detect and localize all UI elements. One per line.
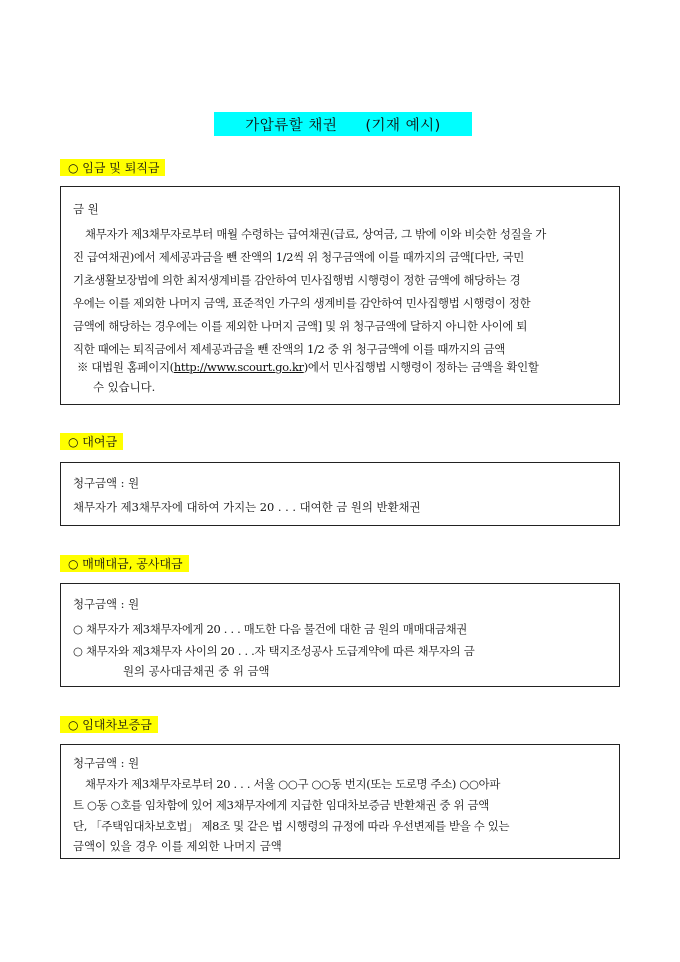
court-website-link[interactable]: http://www.scourt.go.kr [173,360,304,374]
section-label-loan: ○ 대여금 [60,433,123,450]
body-line: 채무자가 제3채무자로부터 매월 수령하는 급여채권(급료, 상여금, 그 밖에 이와 비슷한 성질을 가 [85,227,546,241]
section-label-wages: ○ 임금 및 퇴직금 [60,159,165,176]
body-line: 단, 「주택임대차보호법」 제8조 및 같은 법 시행령의 규정에 따라 우선변제를 받을 수 있는 [73,819,510,833]
document-title [214,112,472,136]
note-line [77,359,611,375]
body-line: ○ 채무자와 제3채무자 사이의 20 . . .자 택지조성공사 도급계약에 따른 채무자의 금 [73,644,475,658]
section-box-sale-construction [60,583,620,687]
body-line: 채무자가 제3채무자에 대하여 가지는 20 . . . 대여한 금 원의 반환채권 [73,500,421,514]
section-box-wages [60,186,620,405]
section-box-loan [60,462,620,526]
note-prefix: ※ 대법원 홈페이지( [77,360,174,374]
amount-line: 금 원 [73,202,99,216]
section-label-lease-deposit: ○ 임대차보증금 [60,716,158,733]
body-line: 우에는 이를 제외한 나머지 금액, 표준적인 가구의 생계비를 감안하여 민사집행법 시행령이 정한 [73,296,531,310]
body-line: 기초생활보장법에 의한 최저생계비를 감안하여 민사집행법 시행령이 정한 금액에 해당하는 경 [73,273,521,287]
body-line: ○ 채무자가 제3채무자에게 20 . . . 매도한 다음 물건에 대한 금 원의 매매대금채권 [73,622,468,636]
body-line: 채무자가 제3채무자로부터 20 . . . 서울 ○○구 ○○동 번지(또는 도로명 주소) ○○아파 [85,777,501,791]
body-line: 금액이 있을 경우 이를 제외한 나머지 금액 [73,839,282,853]
body-line: 원의 공사대금채권 중 위 금액 [123,664,270,678]
claim-amount-line: 청구금액 : 원 [73,476,140,490]
section-label-sale-construction: ○ 매매대금, 공사대금 [60,555,189,572]
title-sub: (기재 예시) [365,117,441,134]
claim-amount-line: 청구금액 : 원 [73,756,140,770]
body-line: 금액에 해당하는 경우에는 이를 제외한 나머지 금액] 및 위 청구금액에 달하지 아니한 사이에 퇴 [73,319,528,333]
section-box-lease-deposit [60,744,620,859]
title-main: 가압류할 채권 [245,117,338,134]
claim-amount-line: 청구금액 : 원 [73,597,140,611]
body-line: 직한 때에는 퇴직금에서 제세공과금을 뺀 잔액의 1/2 중 위 청구금액에 이를 때까지의 금액 [73,342,505,356]
body-line: 진 급여채권)에서 제세공과금을 뺀 잔액의 1/2씩 위 청구금액에 이를 때까지의 금액[다만, 국민 [73,250,524,264]
note-suffix: )에서 민사집행법 시행령이 정하는 금액을 확인할 [303,360,539,374]
body-line: 트 ○동 ○호를 임차함에 있어 제3채무자에게 지급한 임대차보증금 반환채권 중 위 금액 [73,798,489,812]
note-line-2: 수 있습니다. [93,380,156,394]
